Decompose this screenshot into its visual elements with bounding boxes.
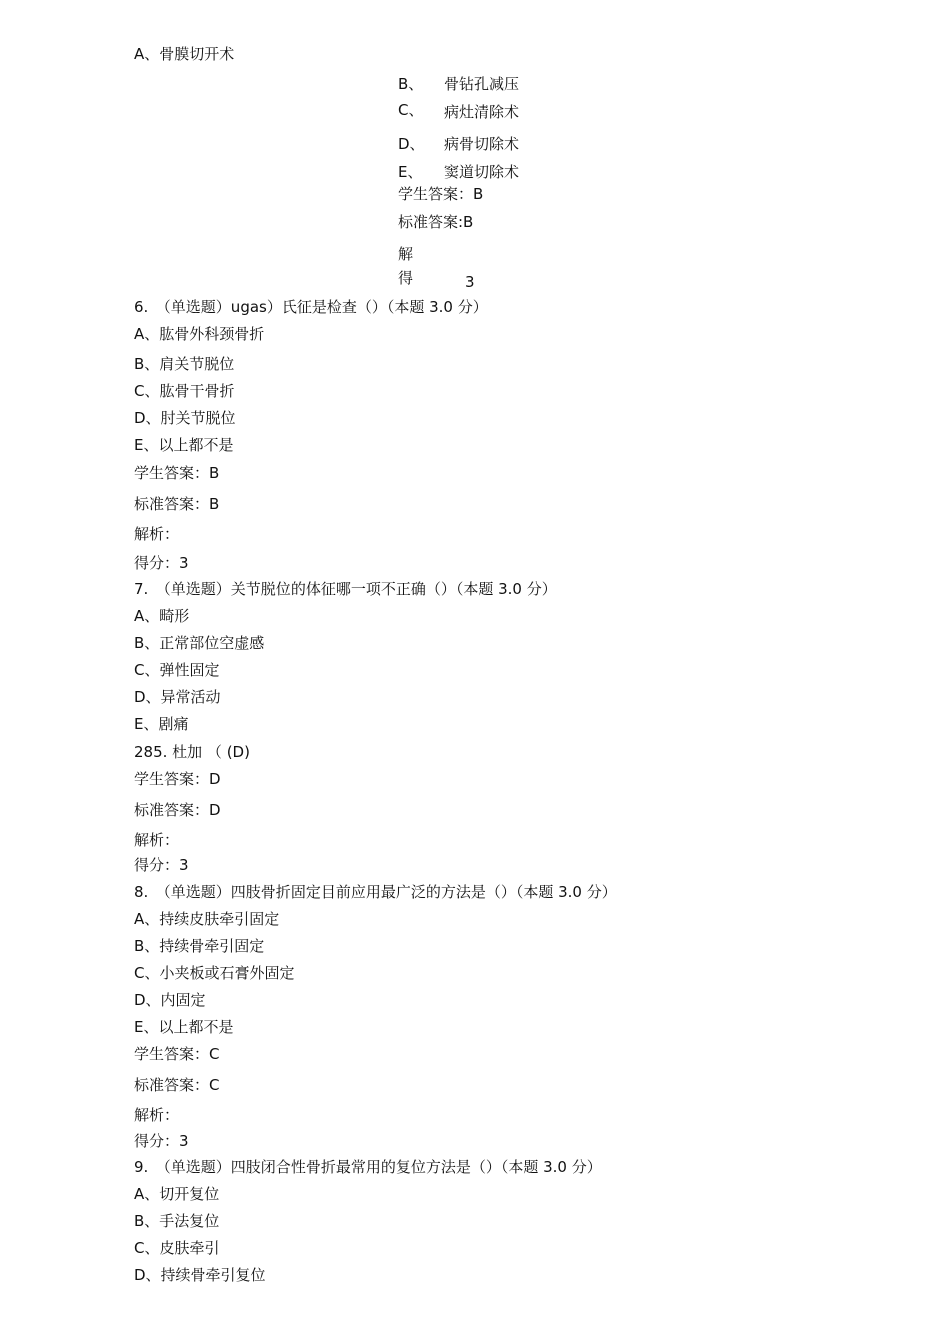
q7-option-b: B、正常部位空虚感 (134, 634, 265, 652)
q6-option-b: B、肩关节脱位 (134, 355, 235, 373)
q7-note: 285. 杜加 （ (D) (134, 743, 250, 761)
q5-option-c-text: 病灶清除术 (444, 103, 520, 121)
q7-option-c: C、弹性固定 (134, 661, 220, 679)
q7-analysis: 解析： (134, 831, 180, 849)
q7-student-answer: 学生答案：D (134, 770, 221, 788)
q5-option-b-key: B、 (398, 75, 424, 93)
q6-stem: 6. （单选题）ugas）氏征是检查（）（本题 3.0 分） (134, 298, 488, 316)
q6-student-answer: 学生答案：B (134, 464, 220, 482)
q5-score-value: 3 (465, 273, 475, 291)
q5-option-c-key: C、 (398, 101, 424, 119)
q9-option-d: D、持续骨牵引复位 (134, 1266, 266, 1284)
q9-stem: 9. （单选题）四肢闭合性骨折最常用的复位方法是（）（本题 3.0 分） (134, 1158, 602, 1176)
q8-stem: 8. （单选题）四肢骨折固定目前应用最广泛的方法是（）（本题 3.0 分） (134, 883, 617, 901)
q8-standard-answer: 标准答案：C (134, 1076, 220, 1094)
q5-analysis-char: 解 (398, 245, 414, 263)
q7-standard-answer: 标准答案：D (134, 801, 221, 819)
q6-option-a: A、肱骨外科颈骨折 (134, 325, 265, 343)
q6-standard-answer: 标准答案：B (134, 495, 220, 513)
q6-option-e: E、以上都不是 (134, 436, 234, 454)
q8-option-a: A、持续皮肤牵引固定 (134, 910, 280, 928)
q5-option-d-text: 病骨切除术 (444, 135, 520, 153)
q7-option-e: E、剧痛 (134, 715, 189, 733)
q8-analysis: 解析： (134, 1106, 180, 1124)
q8-student-answer: 学生答案：C (134, 1045, 220, 1063)
q5-score-char: 得 (398, 269, 414, 287)
q9-option-b: B、手法复位 (134, 1212, 220, 1230)
q7-option-d: D、异常活动 (134, 688, 221, 706)
q8-score: 得分：3 (134, 1132, 189, 1150)
q5-option-e-text: 窦道切除术 (444, 163, 520, 181)
q8-option-b: B、持续骨牵引固定 (134, 937, 265, 955)
q5-option-e-key: E、 (398, 163, 423, 181)
q8-option-e: E、以上都不是 (134, 1018, 234, 1036)
q9-option-c: C、皮肤牵引 (134, 1239, 220, 1257)
q7-option-a: A、畸形 (134, 607, 190, 625)
q8-option-d: D、内固定 (134, 991, 206, 1009)
q7-stem: 7. （单选题）关节脱位的体征哪一项不正确（）（本题 3.0 分） (134, 580, 557, 598)
q5-option-b-text: 骨钻孔减压 (444, 75, 520, 93)
q5-option-d-key: D、 (398, 135, 425, 153)
q6-option-c: C、肱骨干骨折 (134, 382, 235, 400)
q5-option-a: A、骨膜切开术 (134, 45, 235, 63)
q6-score: 得分：3 (134, 554, 189, 572)
q6-analysis: 解析： (134, 525, 180, 543)
q9-option-a: A、切开复位 (134, 1185, 220, 1203)
q7-score: 得分：3 (134, 856, 189, 874)
q6-option-d: D、肘关节脱位 (134, 409, 236, 427)
q8-option-c: C、小夹板或石膏外固定 (134, 964, 295, 982)
q5-student-answer: 学生答案：B (398, 185, 484, 203)
q5-standard-answer: 标准答案:B (398, 213, 474, 231)
